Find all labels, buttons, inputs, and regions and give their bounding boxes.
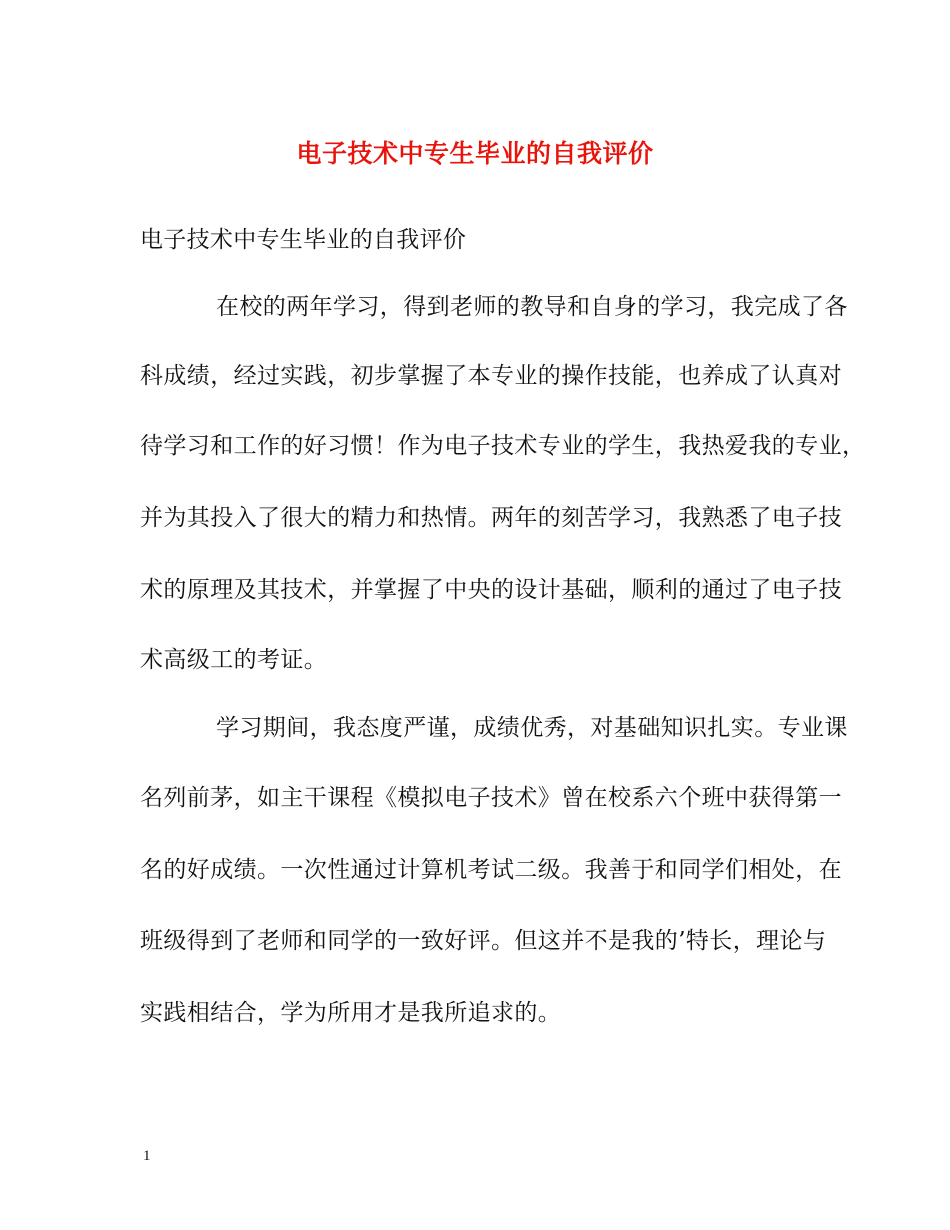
paragraph-line: 名列前茅，如主干课程《模拟电子技术》曾在校系六个班中获得第一 [140,785,842,811]
paragraph-line: 科成绩，经过实践，初步掌握了本专业的操作技能，也养成了认真对 [140,363,842,389]
paragraph-line: 名的好成绩。一次性通过计算机考试二级。我善于和同学们相处，在 [140,857,842,883]
paragraph-line: 学习期间，我态度严谨，成绩优秀，对基础知识扎实。专业课 [216,715,848,741]
paragraph-line: 班级得到了老师和同学的一致好评。但这并不是我的’特长，理论与 [140,928,827,954]
paragraph-line: 术的原理及其技术，并掌握了中央的设计基础，顺利的通过了电子技 [140,577,842,603]
paragraph-line: 实践相结合，学为所用才是我所追求的。 [140,1000,562,1026]
document-title: 电子技术中专生毕业的自我评价 [296,139,654,168]
page-number: 1 [143,1148,151,1164]
paragraph-line: 待学习和工作的好习惯！作为电子技术专业的学生，我热爱我的专业， [140,433,866,459]
paragraph-line: 并为其投入了很大的精力和热情。两年的刻苦学习，我熟悉了电子技 [140,505,842,531]
paragraph-line: 在校的两年学习，得到老师的教导和自身的学习，我完成了各 [216,294,848,320]
document-subtitle: 电子技术中专生毕业的自我评价 [140,227,467,253]
paragraph-line: 术高级工的考证。 [140,647,328,673]
